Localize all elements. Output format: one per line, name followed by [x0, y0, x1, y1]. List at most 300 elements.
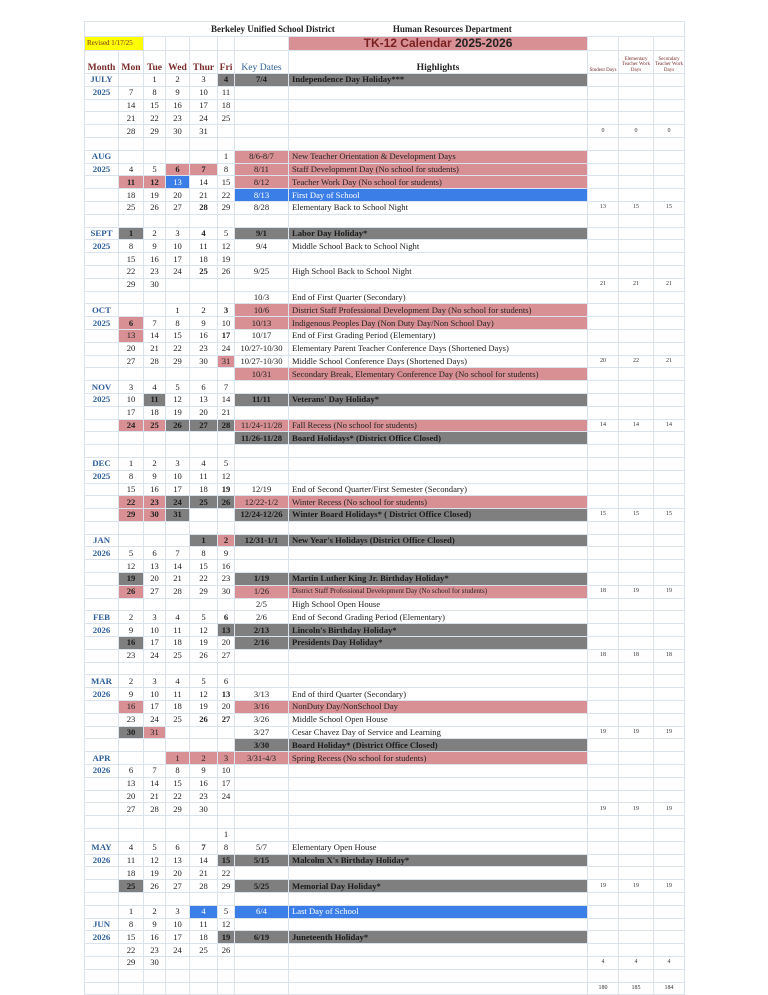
calendar-row: [85, 240, 685, 253]
month-label: [85, 649, 119, 662]
day-cell: 8: [166, 317, 190, 330]
calendar-row: [85, 854, 685, 867]
day-cell: 27: [144, 585, 166, 598]
month-label: MAR: [85, 675, 119, 688]
day-cell: 19: [119, 573, 144, 586]
month-label: [85, 137, 119, 150]
day-cell: [166, 278, 190, 291]
day-cell: 21: [144, 790, 166, 803]
day-cell: 21: [218, 406, 235, 419]
calendar-row: [85, 342, 685, 355]
month-label: [85, 112, 119, 125]
elem-teacher-days-count: [619, 483, 654, 496]
day-cell: 22: [218, 189, 235, 202]
day-cell: 16: [190, 329, 218, 342]
sec-teacher-days-count: [654, 969, 685, 982]
calendar-row: [85, 381, 685, 394]
key-date: 8/13: [235, 189, 289, 202]
month-label: [85, 521, 119, 534]
day-cell: 23: [144, 944, 166, 957]
day-cell: 4: [119, 841, 144, 854]
key-date: 3/30: [235, 739, 289, 752]
sec-teacher-days-count: [654, 598, 685, 611]
calendar-row: [85, 112, 685, 125]
month-label: [85, 803, 119, 816]
sec-teacher-days-count: [654, 112, 685, 125]
day-cell: 5: [218, 457, 235, 470]
day-cell: [190, 432, 218, 445]
elem-teacher-days-count: [619, 816, 654, 829]
day-cell: [119, 137, 144, 150]
student-days-count: [588, 189, 619, 202]
month-label: [85, 291, 119, 304]
calendar-row: [85, 790, 685, 803]
day-cell: 12: [166, 393, 190, 406]
day-cell: 22: [166, 790, 190, 803]
day-cell: 11: [119, 854, 144, 867]
student-days-count: [588, 253, 619, 266]
sec-teacher-days-count: [654, 445, 685, 458]
month-label: 2025: [85, 317, 119, 330]
day-cell: 11: [218, 86, 235, 99]
day-cell: [190, 291, 218, 304]
day-cell: 25: [166, 713, 190, 726]
calendar-row: [85, 982, 685, 995]
day-cell: 11: [190, 918, 218, 931]
day-cell: [218, 368, 235, 381]
highlight-text: Winter Board Holidays* ( District Office Closed): [289, 509, 588, 522]
day-cell: 28: [190, 880, 218, 893]
highlight-text: Middle School Back to School Night: [289, 240, 588, 253]
elem-teacher-days-count: 22: [619, 355, 654, 368]
day-cell: 10: [190, 86, 218, 99]
key-date: [235, 278, 289, 291]
day-cell: 7: [144, 317, 166, 330]
calendar-row: [85, 560, 685, 573]
highlight-text: Elementary Parent Teacher Conference Days (Shortened Days): [289, 342, 588, 355]
key-date: [235, 969, 289, 982]
key-date: [235, 381, 289, 394]
sec-teacher-days-count: [654, 534, 685, 547]
calendar-row: [85, 573, 685, 586]
day-cell: 30: [119, 726, 144, 739]
student-days-count: [588, 829, 619, 842]
day-cell: [166, 445, 190, 458]
day-cell: 18: [166, 637, 190, 650]
day-cell: 17: [144, 701, 166, 714]
month-label: NOV: [85, 381, 119, 394]
day-cell: [144, 137, 166, 150]
sec-teacher-days-count: [654, 739, 685, 752]
elem-teacher-days-count: [619, 496, 654, 509]
month-label: [85, 406, 119, 419]
highlight-text: Middle School Open House: [289, 713, 588, 726]
elem-teacher-days-count: [619, 74, 654, 87]
elem-teacher-days-count: [619, 944, 654, 957]
calendar-row: [85, 726, 685, 739]
day-cell: 19: [190, 637, 218, 650]
key-date: 5/15: [235, 854, 289, 867]
sec-teacher-days-count: [654, 86, 685, 99]
calendar-row: [85, 867, 685, 880]
elem-teacher-days-count: [619, 163, 654, 176]
day-cell: 9: [190, 765, 218, 778]
day-cell: 16: [144, 253, 166, 266]
day-cell: [166, 598, 190, 611]
key-date: 10/27-10/30: [235, 355, 289, 368]
key-date: 6/4: [235, 905, 289, 918]
day-cell: 16: [119, 637, 144, 650]
day-cell: 4: [190, 227, 218, 240]
day-cell: 28: [166, 585, 190, 598]
department-name: Human Resources Department: [392, 23, 512, 34]
calendar-row: [85, 752, 685, 765]
day-cell: 17: [144, 637, 166, 650]
day-cell: 2: [119, 675, 144, 688]
day-cell: 27: [166, 880, 190, 893]
key-date: 1/19: [235, 573, 289, 586]
month-label: [85, 125, 119, 138]
day-cell: 1: [119, 227, 144, 240]
day-cell: 30: [144, 278, 166, 291]
key-date: 9/1: [235, 227, 289, 240]
day-cell: 1: [190, 534, 218, 547]
month-label: [85, 713, 119, 726]
calendar-row: [85, 816, 685, 829]
col-key-dates: Key Dates: [235, 51, 289, 74]
col-highlights: Highlights: [289, 51, 588, 74]
highlight-text: Elementary Back to School Night: [289, 201, 588, 214]
sec-teacher-days-count: [654, 701, 685, 714]
day-cell: 18: [218, 99, 235, 112]
sec-teacher-days-count: [654, 931, 685, 944]
day-cell: [144, 432, 166, 445]
key-date: [235, 944, 289, 957]
day-cell: 15: [119, 931, 144, 944]
key-date: 9/25: [235, 265, 289, 278]
calendar-row: [85, 675, 685, 688]
month-label: FEB: [85, 611, 119, 624]
day-cell: 14: [144, 777, 166, 790]
calendar-row: [85, 214, 685, 227]
day-cell: 28: [190, 201, 218, 214]
day-cell: [190, 893, 218, 906]
day-cell: 21: [190, 867, 218, 880]
month-label: 2026: [85, 624, 119, 637]
day-cell: [166, 816, 190, 829]
elem-teacher-days-count: [619, 637, 654, 650]
day-cell: [144, 752, 166, 765]
day-cell: 2: [119, 611, 144, 624]
student-days-count: [588, 381, 619, 394]
student-days-count: [588, 227, 619, 240]
sec-teacher-days-count: [654, 547, 685, 560]
student-days-count: [588, 483, 619, 496]
highlight-text: Malcolm X's Birthday Holiday*: [289, 854, 588, 867]
day-cell: 24: [166, 496, 190, 509]
calendar-row: [85, 521, 685, 534]
sec-teacher-days-count: [654, 393, 685, 406]
day-cell: 29: [218, 880, 235, 893]
sec-teacher-days-count: [654, 176, 685, 189]
highlight-text: Veterans' Day Holiday*: [289, 393, 588, 406]
day-cell: 24: [144, 713, 166, 726]
month-label: 2026: [85, 547, 119, 560]
day-cell: [218, 598, 235, 611]
day-cell: 25: [190, 496, 218, 509]
student-days-count: [588, 944, 619, 957]
day-cell: 16: [119, 701, 144, 714]
highlight-text: [289, 893, 588, 906]
student-days-count: 18: [588, 649, 619, 662]
day-cell: [218, 432, 235, 445]
highlight-text: [289, 816, 588, 829]
calendar-row: [85, 803, 685, 816]
highlight-text: High School Open House: [289, 598, 588, 611]
calendar-row: [85, 432, 685, 445]
month-label: [85, 355, 119, 368]
day-cell: 5: [144, 841, 166, 854]
sec-teacher-days-count: [654, 214, 685, 227]
highlight-text: End of Second Grading Period (Elementary): [289, 611, 588, 624]
day-cell: [144, 829, 166, 842]
calendar-row: [85, 534, 685, 547]
column-header-row: [85, 51, 685, 74]
sec-teacher-days-count: [654, 713, 685, 726]
day-cell: 8: [144, 86, 166, 99]
day-cell: 8: [218, 163, 235, 176]
day-cell: 23: [190, 790, 218, 803]
student-days-count: [588, 777, 619, 790]
month-label: [85, 982, 119, 995]
day-cell: 6: [218, 611, 235, 624]
elem-teacher-days-count: 19: [619, 803, 654, 816]
elem-teacher-days-count: [619, 112, 654, 125]
day-cell: [144, 969, 166, 982]
elem-teacher-days-count: 18: [619, 649, 654, 662]
month-label: [85, 662, 119, 675]
student-days-count: [588, 573, 619, 586]
highlight-text: Secondary Break, Elementary Conference Day (No school for students): [289, 368, 588, 381]
key-date: 12/31-1/1: [235, 534, 289, 547]
day-cell: 5: [119, 547, 144, 560]
day-cell: [166, 368, 190, 381]
key-date: 2/6: [235, 611, 289, 624]
day-cell: 6: [218, 675, 235, 688]
elem-teacher-days-count: [619, 291, 654, 304]
elem-teacher-days-count: [619, 176, 654, 189]
sec-teacher-days-count: [654, 521, 685, 534]
calendar-row: [85, 265, 685, 278]
day-cell: 15: [144, 99, 166, 112]
student-days-count: 19: [588, 880, 619, 893]
highlight-text: End of First Grading Period (Elementary): [289, 329, 588, 342]
day-cell: 30: [190, 803, 218, 816]
day-cell: [218, 291, 235, 304]
elem-teacher-days-count: 15: [619, 201, 654, 214]
day-cell: [119, 829, 144, 842]
calendar-row: [85, 649, 685, 662]
day-cell: 5: [190, 611, 218, 624]
key-date: 10/13: [235, 317, 289, 330]
month-label: [85, 867, 119, 880]
day-cell: 19: [218, 931, 235, 944]
day-cell: 8: [166, 765, 190, 778]
key-date: [235, 982, 289, 995]
day-cell: 23: [119, 649, 144, 662]
month-label: [85, 573, 119, 586]
highlight-text: Board Holiday* (District Office Closed): [289, 739, 588, 752]
day-cell: 20: [119, 342, 144, 355]
key-date: 10/31: [235, 368, 289, 381]
elem-teacher-days-count: 14: [619, 419, 654, 432]
calendar-row: [85, 291, 685, 304]
elem-teacher-days-count: [619, 675, 654, 688]
day-cell: 31: [190, 125, 218, 138]
student-days-count: [588, 329, 619, 342]
elem-teacher-days-count: [619, 329, 654, 342]
elem-teacher-days-count: 19: [619, 726, 654, 739]
sec-teacher-days-count: 0: [654, 125, 685, 138]
highlight-text: Cesar Chavez Day of Service and Learning: [289, 726, 588, 739]
highlight-text: District Staff Professional Development Day (No school for students): [289, 304, 588, 317]
sec-teacher-days-count: [654, 304, 685, 317]
elem-teacher-days-count: [619, 867, 654, 880]
elem-teacher-days-count: [619, 701, 654, 714]
day-cell: [190, 137, 218, 150]
month-label: [85, 496, 119, 509]
elem-teacher-days-count: [619, 240, 654, 253]
col-student-days: Student Days: [588, 51, 619, 74]
day-cell: 3: [190, 74, 218, 87]
day-cell: 10: [166, 470, 190, 483]
elem-teacher-days-count: [619, 445, 654, 458]
day-cell: 6: [119, 317, 144, 330]
day-cell: 19: [218, 253, 235, 266]
elem-teacher-days-count: [619, 470, 654, 483]
highlight-text: [289, 803, 588, 816]
calendar-row: [85, 189, 685, 202]
day-cell: 30: [166, 125, 190, 138]
calendar-row: [85, 163, 685, 176]
sec-teacher-days-count: 14: [654, 419, 685, 432]
month-label: [85, 969, 119, 982]
month-label: [85, 201, 119, 214]
key-date: [235, 214, 289, 227]
day-cell: 13: [218, 624, 235, 637]
highlight-text: First Day of School: [289, 189, 588, 202]
highlight-text: [289, 86, 588, 99]
key-date: 3/27: [235, 726, 289, 739]
sec-teacher-days-count: [654, 189, 685, 202]
highlight-text: [289, 445, 588, 458]
day-cell: 14: [190, 854, 218, 867]
day-cell: 29: [218, 201, 235, 214]
day-cell: 20: [166, 867, 190, 880]
month-label: [85, 509, 119, 522]
key-date: [235, 893, 289, 906]
day-cell: 16: [144, 931, 166, 944]
day-cell: 21: [119, 112, 144, 125]
elem-teacher-days-count: [619, 841, 654, 854]
highlight-text: [289, 381, 588, 394]
student-days-count: [588, 470, 619, 483]
day-cell: 13: [166, 854, 190, 867]
key-date: [235, 547, 289, 560]
highlight-text: [289, 214, 588, 227]
calendar-row: [85, 457, 685, 470]
calendar-row: [85, 406, 685, 419]
day-cell: 14: [190, 176, 218, 189]
day-cell: 26: [119, 585, 144, 598]
elem-teacher-days-count: 19: [619, 585, 654, 598]
month-label: [85, 445, 119, 458]
day-cell: 6: [190, 381, 218, 394]
key-date: [235, 918, 289, 931]
day-cell: 7: [190, 841, 218, 854]
month-label: [85, 726, 119, 739]
sec-teacher-days-count: [654, 893, 685, 906]
day-cell: 7: [144, 765, 166, 778]
elem-teacher-days-count: [619, 854, 654, 867]
elem-teacher-days-count: [619, 214, 654, 227]
student-days-count: [588, 598, 619, 611]
calendar-row: [85, 317, 685, 330]
highlight-text: New Year's Holidays (District Office Closed): [289, 534, 588, 547]
highlight-text: Teacher Work Day (No school for students): [289, 176, 588, 189]
day-cell: [144, 304, 166, 317]
key-date: [235, 445, 289, 458]
calendar-row: [85, 905, 685, 918]
calendar-row: [85, 611, 685, 624]
day-cell: [119, 534, 144, 547]
month-label: [85, 905, 119, 918]
calendar-row: [85, 777, 685, 790]
student-days-count: 21: [588, 278, 619, 291]
day-cell: 1: [144, 74, 166, 87]
day-cell: 18: [144, 406, 166, 419]
elem-teacher-days-count: [619, 790, 654, 803]
day-cell: 22: [218, 867, 235, 880]
day-cell: [218, 125, 235, 138]
day-cell: 2: [190, 304, 218, 317]
day-cell: 13: [218, 688, 235, 701]
elem-teacher-days-count: [619, 905, 654, 918]
day-cell: 22: [166, 342, 190, 355]
sec-teacher-days-count: [654, 841, 685, 854]
key-date: [235, 560, 289, 573]
day-cell: 8: [218, 841, 235, 854]
day-cell: [119, 598, 144, 611]
day-cell: [144, 534, 166, 547]
day-cell: 31: [166, 509, 190, 522]
day-cell: 12: [144, 176, 166, 189]
elem-teacher-days-count: [619, 918, 654, 931]
sec-teacher-days-count: [654, 496, 685, 509]
day-cell: 26: [218, 265, 235, 278]
highlight-text: [289, 969, 588, 982]
day-cell: 20: [119, 790, 144, 803]
day-cell: 27: [218, 649, 235, 662]
sec-teacher-days-count: [654, 227, 685, 240]
day-cell: 17: [119, 406, 144, 419]
key-date: [235, 521, 289, 534]
day-cell: 23: [218, 573, 235, 586]
student-days-count: [588, 765, 619, 778]
sec-teacher-days-count: [654, 74, 685, 87]
month-label: [85, 739, 119, 752]
elem-teacher-days-count: [619, 406, 654, 419]
